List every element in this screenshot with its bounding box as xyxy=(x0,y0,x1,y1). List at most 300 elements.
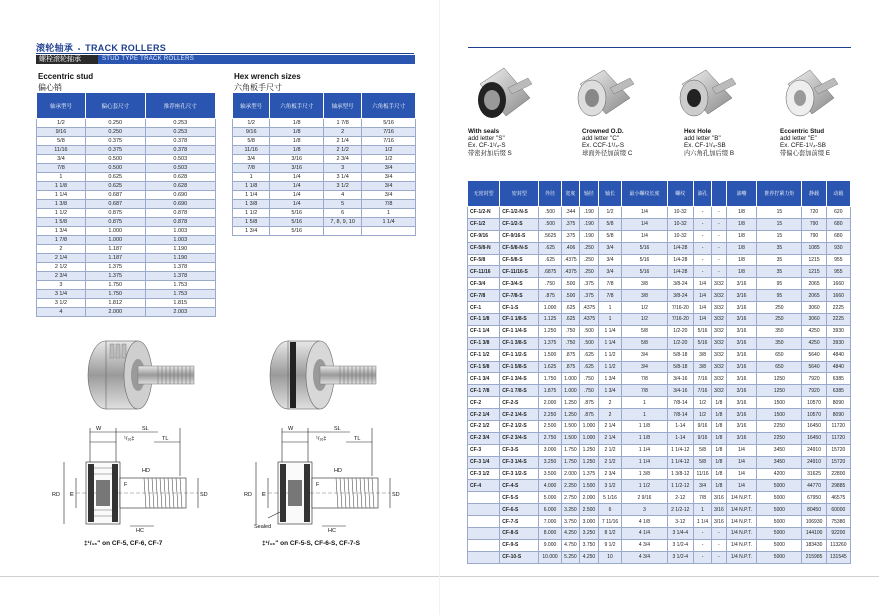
main-cell: 3-12 xyxy=(667,516,694,528)
table-row xyxy=(233,119,416,128)
table-row xyxy=(468,492,851,504)
main-cell: CF-4-S xyxy=(500,480,539,492)
variant-eccentric xyxy=(780,128,830,157)
main-cell: 1/8 xyxy=(712,432,727,444)
main-cell: - xyxy=(694,207,712,219)
main-cell: 7/16-20 xyxy=(667,302,694,314)
main-cell: CF-11/16-S xyxy=(500,266,539,278)
main-cell: 1.000 xyxy=(539,302,561,314)
main-cell: 2 9/16 xyxy=(622,492,667,504)
main-cell: 1 1/2 xyxy=(598,349,622,361)
main-cell: 930 xyxy=(826,242,850,254)
main-cell: - xyxy=(694,218,712,230)
main-cell: 2250 xyxy=(757,432,802,444)
main-cell: .625 xyxy=(539,242,561,254)
main-cell: 1.500 xyxy=(561,421,580,433)
main-cell: - xyxy=(694,266,712,278)
label-rd: RD xyxy=(52,492,60,498)
main-cell: 106930 xyxy=(802,516,826,528)
table-row xyxy=(468,349,851,361)
main-cell: 3/16 xyxy=(726,302,757,314)
main-cell: 4.250 xyxy=(580,551,599,563)
main-header-9 xyxy=(712,181,727,207)
table-row xyxy=(468,551,851,563)
main-cell: 1 xyxy=(598,314,622,326)
table-row xyxy=(468,302,851,314)
main-cell: CF-1 5/8-S xyxy=(500,361,539,373)
main-cell: .375 xyxy=(580,278,599,290)
table-row xyxy=(468,266,851,278)
main-cell: 1/4 N.P.T. xyxy=(726,516,757,528)
ecc-cell: 1.750 xyxy=(85,290,145,299)
caption-standard: ‡¹/₁₆" on CF-5, CF-6, CF-7 xyxy=(84,540,163,547)
table-row xyxy=(37,155,216,164)
main-cell: 1/8 xyxy=(712,409,727,421)
hex-header-3: 六角板手尺寸 xyxy=(362,93,416,119)
main-cell: .375 xyxy=(561,230,580,242)
main-cell: .375 xyxy=(561,218,580,230)
table-row xyxy=(233,128,416,137)
variant-hexhole xyxy=(684,128,734,157)
sealed-label-half: ¹/₁₆‡ xyxy=(316,436,327,442)
main-cell: 8.000 xyxy=(539,528,561,540)
main-cell: - xyxy=(694,254,712,266)
variant-hexhole-title: Hex Hole xyxy=(684,128,711,135)
main-cell: 1/4 N.P.T. xyxy=(726,492,757,504)
ecc-cell: 1.750 xyxy=(85,281,145,290)
main-cell: 5640 xyxy=(802,361,826,373)
label-sl: SL xyxy=(142,426,149,432)
main-cell: 7/8 xyxy=(694,492,712,504)
ecc-cell: 3 1/2 xyxy=(37,299,86,308)
variant-crowned-line1: add letter "C" xyxy=(582,135,620,143)
ecc-cell: 0.503 xyxy=(145,155,215,164)
main-header-11: 推荐拧紧力矩 xyxy=(757,181,802,207)
main-cell: .500 xyxy=(561,290,580,302)
main-cell: 3.500 xyxy=(539,468,561,480)
header-bar-en: STUD TYPE TRACK ROLLERS xyxy=(98,55,415,64)
table-row xyxy=(37,254,216,263)
main-cell: 3450 xyxy=(757,444,802,456)
main-cell: 1.500 xyxy=(561,432,580,444)
main-cell: 15720 xyxy=(826,456,850,468)
ecc-cell: 3 xyxy=(37,281,86,290)
ecc-cell: 0.687 xyxy=(85,191,145,200)
main-cell: 3/32 xyxy=(712,290,727,302)
main-cell: 1/4 xyxy=(726,456,757,468)
main-cell: CF-1 1/4-S xyxy=(500,325,539,337)
main-cell: CF-2 1/4-S xyxy=(500,409,539,421)
main-cell: 3/16 xyxy=(726,349,757,361)
main-cell: CF-5/8 xyxy=(468,254,500,266)
main-cell: 1/4 N.P.T. xyxy=(726,551,757,563)
ecc-cell: 0.878 xyxy=(145,209,215,218)
main-cell: 350 xyxy=(757,325,802,337)
header-cn-title: 滚轮轴承 xyxy=(36,43,74,53)
ecc-cell: 0.687 xyxy=(85,200,145,209)
main-cell: 1/8 xyxy=(712,468,727,480)
table-row xyxy=(468,432,851,444)
table-row xyxy=(37,119,216,128)
main-cell: 3/4-16 xyxy=(667,385,694,397)
hex-cell: 3/16 xyxy=(270,155,324,164)
main-cell: CF-1 3/4 xyxy=(468,373,500,385)
main-header-6: 最小螺纹长度 xyxy=(622,181,667,207)
table-row xyxy=(468,361,851,373)
ecc-cell: 1.753 xyxy=(145,281,215,290)
main-cell: 955 xyxy=(826,266,850,278)
main-cell: 5000 xyxy=(757,516,802,528)
main-cell: CF-3/4 xyxy=(468,278,500,290)
main-cell: 3/8 xyxy=(694,349,712,361)
main-cell: CF-3 xyxy=(468,444,500,456)
main-cell: 250 xyxy=(757,302,802,314)
main-cell: 1/8 xyxy=(726,218,757,230)
ecc-cell: 0.500 xyxy=(85,155,145,164)
main-cell: .875 xyxy=(561,361,580,373)
main-cell: 1/8 xyxy=(726,254,757,266)
ecc-cell: 1/2 xyxy=(37,119,86,128)
ecc-cell: 0.503 xyxy=(145,164,215,173)
variant-crowned-title: Crowned O.D. xyxy=(582,128,624,135)
ecc-cell: 2.003 xyxy=(145,308,215,317)
left-page xyxy=(0,0,439,615)
main-cell xyxy=(468,551,500,563)
main-header-3: 宽度 xyxy=(561,181,580,207)
main-cell: 7/8 xyxy=(598,290,622,302)
hex-cell: 1 1/4 xyxy=(233,191,270,200)
main-cell: 15 xyxy=(757,218,802,230)
header-rule xyxy=(36,53,414,54)
label-sd: SD xyxy=(200,492,208,498)
ecc-cell: 2 3/4 xyxy=(37,272,86,281)
main-cell: CF-1 xyxy=(468,302,500,314)
table-row xyxy=(233,182,416,191)
label-hc: HC xyxy=(136,528,144,534)
main-cell: 1.000 xyxy=(580,421,599,433)
main-cell: 11720 xyxy=(826,421,850,433)
main-cell: CF-3-S xyxy=(500,444,539,456)
variant-crowned xyxy=(582,128,632,157)
main-cell: CF-2 1/2 xyxy=(468,421,500,433)
main-cell xyxy=(468,504,500,516)
main-cell: 46575 xyxy=(826,492,850,504)
variant-hexhole-line2: Ex. CF-1¹/₄-SB xyxy=(684,142,726,150)
main-header-13: 动载 xyxy=(826,181,850,207)
main-cell: 5000 xyxy=(757,551,802,563)
main-cell: 10570 xyxy=(802,409,826,421)
main-cell: 1 xyxy=(622,409,667,421)
variant-hexhole-cn: 内六角孔加后缀 B xyxy=(684,149,735,157)
ecc-cell: 0.250 xyxy=(85,128,145,137)
main-cell: 7920 xyxy=(802,385,826,397)
main-cell: 2.000 xyxy=(539,397,561,409)
main-cell: 1 1/2-12 xyxy=(667,480,694,492)
main-cell: 1-14 xyxy=(667,432,694,444)
main-cell: CF-1 1/2-S xyxy=(500,349,539,361)
main-cell: CF-1 1/4 xyxy=(468,325,500,337)
main-cell xyxy=(468,492,500,504)
main-cell: 183430 xyxy=(802,539,826,551)
main-cell: .875 xyxy=(561,349,580,361)
ecc-cell: 1.753 xyxy=(145,290,215,299)
hex-cell: 1/4 xyxy=(270,182,324,191)
main-cell: 3.250 xyxy=(539,456,561,468)
main-cell: .375 xyxy=(580,290,599,302)
main-cell: 1/8 xyxy=(712,397,727,409)
main-cell: 7/8 xyxy=(622,385,667,397)
sealed-label-tl: TL xyxy=(354,436,361,442)
main-cell: .250 xyxy=(580,266,599,278)
main-header-5: 轴长 xyxy=(598,181,622,207)
main-cell: 790 xyxy=(802,230,826,242)
ecc-cell: 0.253 xyxy=(145,119,215,128)
main-cell: 5/8 xyxy=(598,230,622,242)
main-cell: 3/4 xyxy=(598,242,622,254)
variant-hexhole-photo xyxy=(672,58,742,128)
main-cell: CF-9/16 xyxy=(468,230,500,242)
main-cell: CF-1 7/8 xyxy=(468,385,500,397)
main-cell: 1 3/4 xyxy=(598,373,622,385)
main-cell: 7/8-14 xyxy=(667,409,694,421)
main-cell: 15 xyxy=(757,207,802,219)
label-hd: HD xyxy=(142,468,150,474)
main-cell: 5.000 xyxy=(539,492,561,504)
ecc-cell: 1.000 xyxy=(85,227,145,236)
main-cell: 215985 xyxy=(802,551,826,563)
main-cell: 1.375 xyxy=(580,468,599,480)
main-header-7: 螺纹 xyxy=(667,181,694,207)
ecc-cell: 0.250 xyxy=(85,119,145,128)
main-cell: CF-2 xyxy=(468,397,500,409)
main-cell: 5/8-18 xyxy=(667,361,694,373)
table-row xyxy=(468,385,851,397)
main-cell: CF-1 5/8 xyxy=(468,361,500,373)
main-cell: 1/4 xyxy=(622,230,667,242)
variant-seals-title: With seals xyxy=(468,128,500,135)
main-cell: 1 1/2 xyxy=(598,361,622,373)
main-cell: 2065 xyxy=(802,290,826,302)
table-row xyxy=(468,397,851,409)
main-cell: 2225 xyxy=(826,302,850,314)
main-cell: .190 xyxy=(580,230,599,242)
variant-eccentric-cn: 带偏心套加前缀 E xyxy=(780,149,831,157)
main-cell: 1-14 xyxy=(667,421,694,433)
main-cell: .500 xyxy=(580,337,599,349)
main-cell: 6385 xyxy=(826,373,850,385)
main-cell: 1.250 xyxy=(561,397,580,409)
main-cell: 3/32 xyxy=(712,314,727,326)
main-cell: .750 xyxy=(580,385,599,397)
main-cell: 113260 xyxy=(826,539,850,551)
main-cell xyxy=(468,539,500,551)
page-header: 滚轮轴承 • TRACK ROLLERS xyxy=(36,43,167,53)
main-cell: 11720 xyxy=(826,432,850,444)
table-row xyxy=(233,137,416,146)
main-cell: 620 xyxy=(826,207,850,219)
ecc-cell: 1.375 xyxy=(85,272,145,281)
variant-eccentric-line2: Ex. CFE-1¹/₄-SB xyxy=(780,142,826,150)
table-row xyxy=(233,191,416,200)
eccentric-subtitle: 偏心销 xyxy=(38,83,62,92)
table-row xyxy=(233,155,416,164)
main-cell: 4.250 xyxy=(561,528,580,540)
main-cell: CF-1 1/8-S xyxy=(500,314,539,326)
main-cell: - xyxy=(712,266,727,278)
hex-cell: 5/16 xyxy=(362,119,416,128)
main-cell: 720 xyxy=(802,207,826,219)
main-cell: 4250 xyxy=(802,325,826,337)
main-cell: 8 1/2 xyxy=(598,528,622,540)
main-cell: 10-32 xyxy=(667,207,694,219)
main-cell: 3/16 xyxy=(712,516,727,528)
variant-crowned-cn: 球面外径加前缀 C xyxy=(582,149,633,157)
ecc-cell: 0.875 xyxy=(85,218,145,227)
sealed-label-e: E xyxy=(262,492,266,498)
hex-cell: 1/8 xyxy=(270,137,324,146)
main-cell: 9/16 xyxy=(694,421,712,433)
main-cell: 4.750 xyxy=(561,539,580,551)
main-cell: - xyxy=(712,230,727,242)
sealed-label-w: W xyxy=(288,426,294,432)
main-cell: CF-5/8-N xyxy=(468,242,500,254)
hex-cell: 1/4 xyxy=(270,200,324,209)
hex-cell xyxy=(362,227,416,236)
hex-cell: 1 3/8 xyxy=(233,200,270,209)
main-cell: CF-3/4-S xyxy=(500,278,539,290)
variant-seals-photo xyxy=(468,58,538,128)
main-cell: .875 xyxy=(580,409,599,421)
main-cell: CF-7/8-S xyxy=(500,290,539,302)
main-cell: 3/16 xyxy=(712,492,727,504)
main-cell: 5/8 xyxy=(622,337,667,349)
main-cell: 1/8 xyxy=(712,421,727,433)
main-cell: 5/8 xyxy=(622,325,667,337)
main-cell: .500 xyxy=(580,325,599,337)
ecc-cell: 1.187 xyxy=(85,254,145,263)
main-cell: - xyxy=(712,528,727,540)
main-cell: 9.000 xyxy=(539,539,561,551)
main-cell: 3/8-24 xyxy=(667,290,694,302)
main-cell: CF-2 3/4 xyxy=(468,432,500,444)
main-cell: 1 1/2 xyxy=(622,480,667,492)
ecc-cell: 1 7/8 xyxy=(37,236,86,245)
header-bar xyxy=(0,55,415,64)
hex-cell: 9/16 xyxy=(233,128,270,137)
main-cell: 4 3/4 xyxy=(622,539,667,551)
main-cell: 4200 xyxy=(757,468,802,480)
main-cell: 1250 xyxy=(757,385,802,397)
main-cell: 7.000 xyxy=(539,516,561,528)
dimension-drawing-standard xyxy=(50,422,210,534)
table-row xyxy=(468,421,851,433)
main-cell: 5000 xyxy=(757,528,802,540)
main-cell: - xyxy=(694,230,712,242)
main-cell: 1/8 xyxy=(712,444,727,456)
hex-header-1: 六角板手尺寸 xyxy=(270,93,324,119)
main-cell: 35 xyxy=(757,254,802,266)
main-cell: 1 1/8 xyxy=(622,421,667,433)
main-cell: 6.000 xyxy=(539,504,561,516)
main-cell: 1/4 N.P.T. xyxy=(726,539,757,551)
ecc-cell: 1.815 xyxy=(145,299,215,308)
table-row xyxy=(37,164,216,173)
main-cell: 4840 xyxy=(826,349,850,361)
main-cell: - xyxy=(712,551,727,563)
main-cell: 2 xyxy=(598,397,622,409)
main-cell: 3.750 xyxy=(580,539,599,551)
main-cell: 3/8 xyxy=(622,278,667,290)
hex-cell: 3 1/4 xyxy=(324,173,362,182)
main-header-10: 油嘴 xyxy=(726,181,757,207)
table-row xyxy=(37,281,216,290)
main-cell: .625 xyxy=(561,314,580,326)
eccentric-table xyxy=(36,92,216,317)
main-cell: 3/16 xyxy=(726,361,757,373)
ecc-cell: 2 xyxy=(37,245,86,254)
main-cell: 2 xyxy=(598,409,622,421)
variant-eccentric-line1: add letter "E" xyxy=(780,135,817,143)
ecc-cell: 7/8 xyxy=(37,164,86,173)
main-cell: 5/16 xyxy=(622,266,667,278)
sealed-label: Sealed xyxy=(254,524,272,530)
main-cell: 1/2 xyxy=(694,397,712,409)
main-cell: 15 xyxy=(757,230,802,242)
main-cell: 5/16 xyxy=(694,337,712,349)
main-cell: 1.000 xyxy=(580,432,599,444)
main-cell: 7/8 xyxy=(622,373,667,385)
variant-crowned-photo xyxy=(570,58,640,128)
main-cell: 1.750 xyxy=(539,373,561,385)
main-header-0: 无密封型 xyxy=(468,181,500,207)
hex-cell: 1/4 xyxy=(270,173,324,182)
main-cell: 1085 xyxy=(802,242,826,254)
main-header-2: 外径 xyxy=(539,181,561,207)
hex-cell: 2 1/2 xyxy=(324,146,362,155)
main-cell: 2 1/4 xyxy=(598,421,622,433)
ecc-cell: 0.378 xyxy=(145,146,215,155)
main-cell: 2.750 xyxy=(539,432,561,444)
main-cell: CF-10-S xyxy=(500,551,539,563)
main-cell: 3/32 xyxy=(712,278,727,290)
main-cell: CF-4 xyxy=(468,480,500,492)
main-cell: 3060 xyxy=(802,314,826,326)
main-cell: 1/4 xyxy=(622,207,667,219)
main-cell: 131545 xyxy=(826,551,850,563)
main-header-8: 油孔 xyxy=(694,181,712,207)
main-cell: CF-1 1/2 xyxy=(468,349,500,361)
main-cell: 1/4-28 xyxy=(667,242,694,254)
hex-cell: 1/8 xyxy=(270,128,324,137)
table-row xyxy=(468,314,851,326)
main-cell: 1/4 xyxy=(694,290,712,302)
label-e: E xyxy=(70,492,74,498)
ecc-cell: 0.375 xyxy=(85,137,145,146)
main-cell: CF-2 1/2-S xyxy=(500,421,539,433)
main-cell: 1/4 xyxy=(726,480,757,492)
hex-cell: 3/4 xyxy=(362,173,416,182)
ecc-header-1: 偏心套尺寸 xyxy=(85,93,145,119)
hex-cell: 3/16 xyxy=(270,164,324,173)
main-cell: 1.000 xyxy=(561,373,580,385)
main-cell: CF-1 1/8 xyxy=(468,314,500,326)
sealed-label-hc: HC xyxy=(328,528,336,534)
main-cell: CF-7-S xyxy=(500,516,539,528)
main-cell: 3 1/4-4 xyxy=(667,528,694,540)
hex-cell: 1/8 xyxy=(270,119,324,128)
main-cell: 3/16 xyxy=(712,504,727,516)
table-row xyxy=(37,200,216,209)
